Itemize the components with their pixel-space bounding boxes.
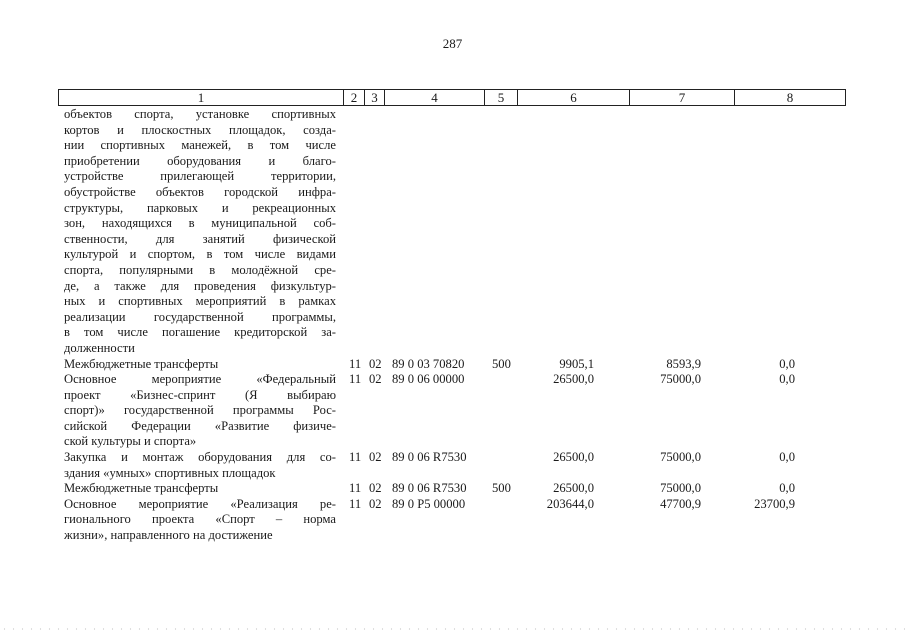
row-target-article: 89 0 03 70820 [392, 356, 465, 371]
header-col-1: 1 [59, 90, 344, 105]
row-name [64, 497, 336, 544]
table-header [58, 89, 846, 106]
row-name-line: долженности [64, 340, 135, 355]
row-target-article: 89 0 06 R7530 [392, 481, 467, 496]
row-value-col6: 26500,0 [553, 450, 594, 465]
table-row [64, 497, 864, 544]
row-value-col7: 75000,0 [660, 481, 701, 496]
table-row [64, 481, 864, 497]
row-value-col8: 0,0 [779, 481, 795, 496]
table-row [64, 107, 864, 357]
row-name-line: структуры, парковых и рекреационных [64, 200, 336, 215]
row-podrazdel: 02 [369, 372, 382, 387]
row-value-col7: 75000,0 [660, 372, 701, 387]
row-value-col6: 26500,0 [553, 372, 594, 387]
row-name [64, 107, 336, 357]
table-row [64, 450, 864, 481]
row-name-line: спорт)» государственной программы Рос- [64, 403, 336, 418]
row-name-line: Основное мероприятие «Федеральный [64, 372, 336, 387]
row-name-line: объектов спорта, установке спортивных [64, 107, 336, 121]
row-name-line: приобретении оборудования и благо- [64, 153, 336, 168]
row-target-article: 89 0 06 00000 [392, 372, 465, 387]
row-podrazdel: 02 [369, 450, 382, 465]
row-name [64, 372, 336, 450]
row-name-line: Межбюджетные трансферты [64, 356, 219, 371]
row-razdel: 11 [349, 496, 362, 511]
row-name-line: зон, находящихся в муниципальной соб- [64, 216, 336, 231]
header-col-3: 3 [365, 90, 385, 105]
row-value-col8: 0,0 [779, 372, 795, 387]
row-target-article: 89 0 P5 00000 [392, 496, 466, 511]
row-name [64, 357, 336, 373]
row-name-line: кортов и плоскостных площадок, созда- [64, 122, 336, 137]
row-value-col6: 203644,0 [546, 496, 594, 511]
row-name-line: ской культуры и спорта» [64, 434, 197, 449]
header-col-6: 6 [518, 90, 630, 105]
row-razdel: 11 [349, 481, 362, 496]
row-podrazdel: 02 [369, 496, 382, 511]
row-name-line: реализации государственной программы, [64, 309, 336, 324]
row-value-col8: 0,0 [779, 356, 795, 371]
header-col-8: 8 [786, 90, 794, 105]
header-col-2: 2 [344, 90, 365, 105]
row-podrazdel: 02 [369, 356, 382, 371]
header-col-4: 4 [385, 90, 485, 105]
row-value-col6: 26500,0 [553, 481, 594, 496]
row-name-line: жизни», направленного на достижение [64, 528, 273, 543]
row-razdel: 11 [349, 450, 362, 465]
row-name-line: нии спортивных манежей, в том числе [64, 138, 336, 153]
table-row [64, 357, 864, 373]
row-name-line: Межбюджетные трансферты [64, 481, 219, 496]
row-name [64, 450, 336, 481]
row-value-col7: 47700,9 [660, 496, 701, 511]
row-value-col8: 0,0 [779, 450, 795, 465]
row-name-line: сийской Федерации «Развитие физиче- [64, 418, 336, 433]
page-number: 287 [442, 36, 463, 51]
header-col-7: 7 [630, 90, 735, 105]
row-name [64, 481, 336, 497]
row-name-line: обустройстве объектов городской инфра- [64, 184, 336, 199]
row-razdel: 11 [349, 356, 362, 371]
row-name-line: проект «Бизнес-спринт (Я выбираю [64, 387, 336, 402]
row-name-line: гионального проекта «Спорт – норма [64, 512, 336, 527]
scan-noise [0, 626, 905, 632]
row-name-line: в том числе погашение кредиторской за- [64, 325, 336, 340]
row-name-line: ственности, для занятий физической [64, 231, 336, 246]
row-name-line: спорта, популярными в молодёжной сре- [64, 262, 336, 277]
row-name-line: де, а также для проведения физкультур- [64, 278, 336, 293]
row-value-col7: 8593,9 [666, 356, 701, 371]
row-name-line: Закупка и монтаж оборудования для со- [64, 450, 336, 465]
table-body [64, 107, 864, 544]
row-name-line: Основное мероприятие «Реализация ре- [64, 496, 336, 511]
row-value-col8: 23700,9 [754, 496, 795, 511]
row-podrazdel: 02 [369, 481, 382, 496]
row-expense-type: 500 [492, 481, 511, 496]
row-target-article: 89 0 06 R7530 [392, 450, 467, 465]
table-row [64, 372, 864, 450]
row-value-col6: 9905,1 [559, 356, 594, 371]
row-name-line: культурой и спортом, в том числе видами [64, 247, 336, 262]
header-col-5: 5 [485, 90, 518, 105]
row-name-line: устройстве прилегающей территории, [64, 169, 336, 184]
row-expense-type: 500 [492, 356, 511, 371]
row-name-line: ных и спортивных мероприятий в рамках [64, 294, 336, 309]
row-value-col7: 75000,0 [660, 450, 701, 465]
row-razdel: 11 [349, 372, 362, 387]
row-name-line: здания «умных» спортивных площадок [64, 465, 276, 480]
